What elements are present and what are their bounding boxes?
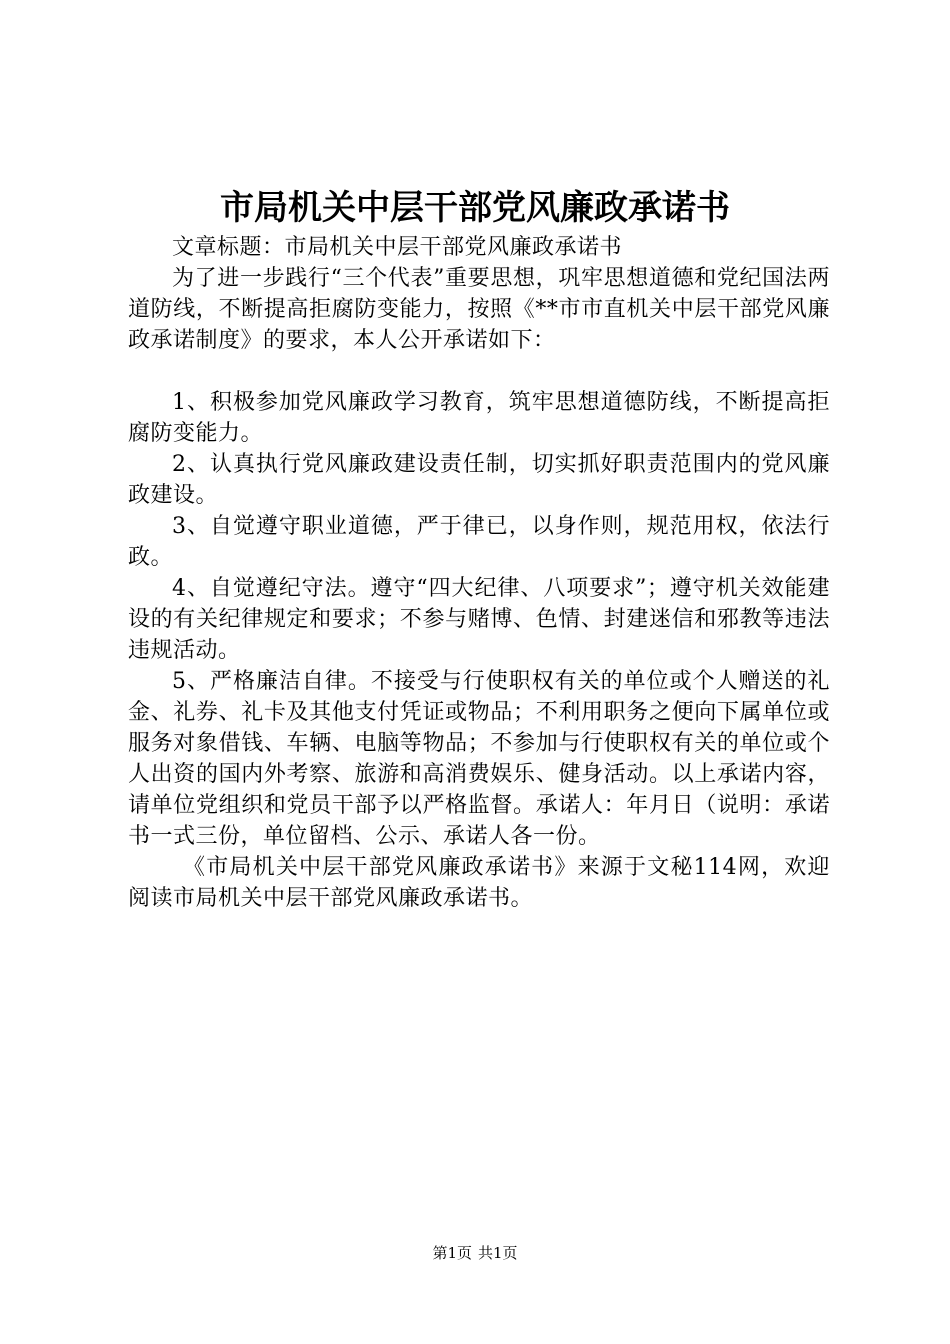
commitment-item-4: 4、自觉遵纪守法。遵守“四大纪律、八项要求”；遵守机关效能建设的有关纪律规定和要求；不参与赌博、色情、封建迷信和邪教等违法违规活动。 [128, 576, 830, 663]
commitment-item-2: 2、认真执行党风廉政建设责任制，切实抓好职责范围内的党风廉政建设。 [128, 452, 830, 508]
page-title: 市局机关中层干部党风廉政承诺书 [220, 188, 730, 228]
source-note: 《市局机关中层干部党风廉政承诺书》来源于文秘114网，欢迎阅读市局机关中层干部党风廉政承诺书。 [128, 855, 830, 911]
document-body [128, 232, 830, 914]
page-total: 共1页 [478, 1244, 518, 1262]
commitment-item-5: 5、严格廉洁自律。不接受与行使职权有关的单位或个人赠送的礼金、礼券、礼卡及其他支付凭证或物品；不利用职务之便向下属单位或服务对象借钱、车辆、电脑等物品；不参加与行使职权有关的单位或个人出资的国内外考察、旅游和高消费娱乐、健身活动。以上承诺内容，请单位党组织和党员干部予以严格监督。承诺人：年月日（说明：承诺书一式三份，单位留档、公示、承诺人各一份。 [128, 669, 830, 849]
page-footer [0, 1243, 950, 1263]
intro-paragraph: 为了进一步践行“三个代表”重要思想，巩牢思想道德和党纪国法两道防线，不断提高拒腐防变能力，按照《**市市直机关中层干部党风廉政承诺制度》的要求，本人公开承诺如下： [128, 266, 830, 353]
commitment-item-3: 3、自觉遵守职业道德，严于律已，以身作则，规范用权，依法行政。 [128, 514, 830, 570]
commitment-item-1: 1、积极参加党风廉政学习教育，筑牢思想道德防线，不断提高拒腐防变能力。 [128, 390, 830, 446]
article-title-line: 文章标题：市局机关中层干部党风廉政承诺书 [172, 235, 623, 260]
page-number: 第1页 [432, 1244, 472, 1262]
